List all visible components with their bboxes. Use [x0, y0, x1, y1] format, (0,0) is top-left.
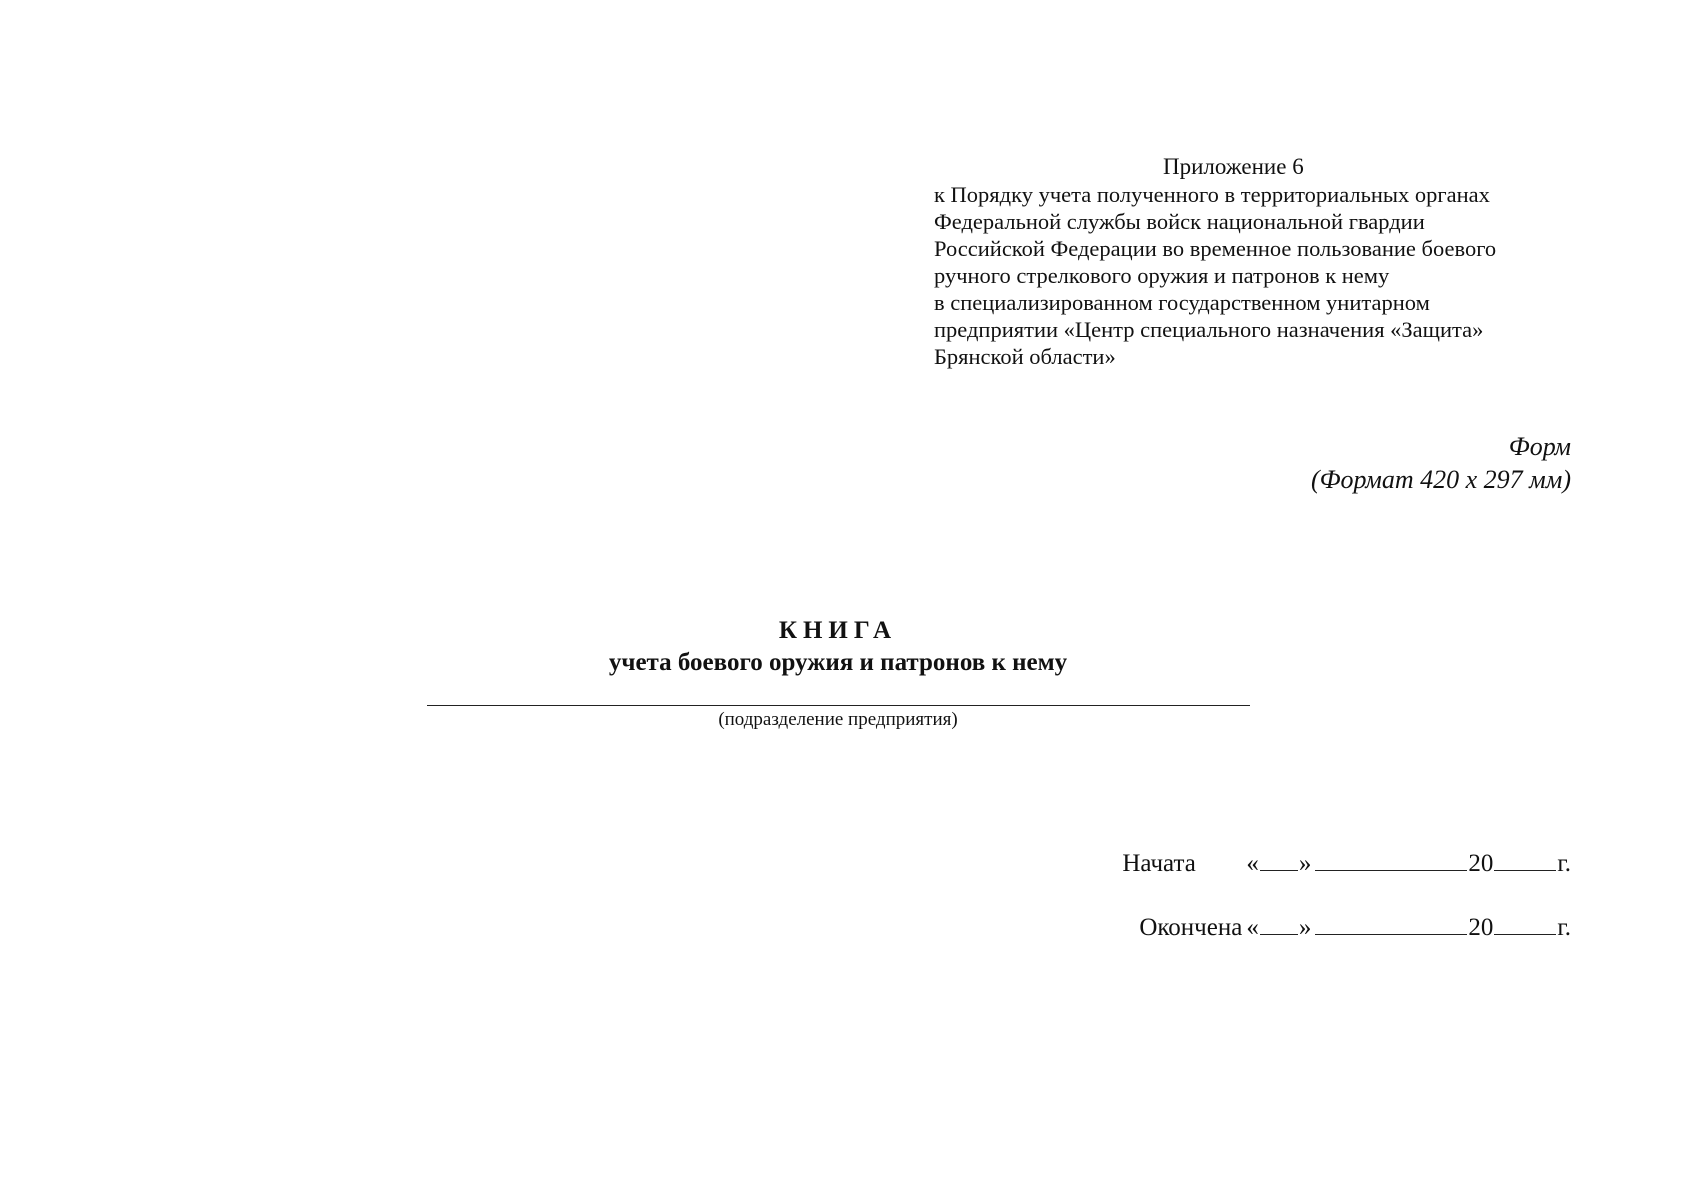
open-quote: «: [1246, 850, 1259, 877]
annex-line: ручного стрелкового оружия и патронов к нему: [934, 263, 1390, 288]
division-field-line: [427, 705, 1250, 706]
year-suffix: г.: [1557, 850, 1571, 877]
end-date-label: Окончена: [1139, 914, 1243, 941]
year-suffix: г.: [1557, 914, 1571, 941]
form-label: [1311, 430, 1571, 496]
annex-line: к Порядку учета полученного в территориальных органах: [934, 182, 1490, 207]
month-blank: [1315, 869, 1467, 871]
annex-description: [934, 181, 1496, 370]
annex-line: Федеральной службы войск национальной гвардии: [934, 209, 1425, 234]
annex-line: в специализированном государственном унитарном: [934, 290, 1430, 315]
day-blank: [1260, 869, 1298, 871]
century: 20: [1468, 850, 1494, 877]
year-blank: [1494, 869, 1556, 871]
close-quote: »: [1298, 850, 1312, 877]
book-title: КНИГА: [778, 617, 898, 644]
annex-line: предприятии «Центр специального назначения «Защита»: [934, 317, 1484, 342]
day-blank: [1260, 933, 1298, 935]
start-date-row: [1122, 850, 1571, 878]
form-format: (Формат 420 х 297 мм): [1310, 465, 1571, 494]
start-date-label: Начата: [1122, 850, 1196, 877]
year-blank: [1494, 933, 1556, 935]
annex-line: Брянской области»: [934, 344, 1116, 369]
close-quote: »: [1298, 914, 1312, 941]
division-caption: (подразделение предприятия): [718, 709, 958, 730]
open-quote: «: [1246, 914, 1259, 941]
book-subtitle: учета боевого оружия и патронов к нему: [608, 649, 1068, 676]
month-blank: [1315, 933, 1467, 935]
century: 20: [1468, 914, 1494, 941]
end-date-row: [1139, 914, 1571, 942]
annex-title: Приложение 6: [1163, 154, 1304, 179]
annex-line: Российской Федерации во временное пользование боевого: [934, 236, 1497, 261]
form-name: Форм: [1508, 432, 1571, 461]
